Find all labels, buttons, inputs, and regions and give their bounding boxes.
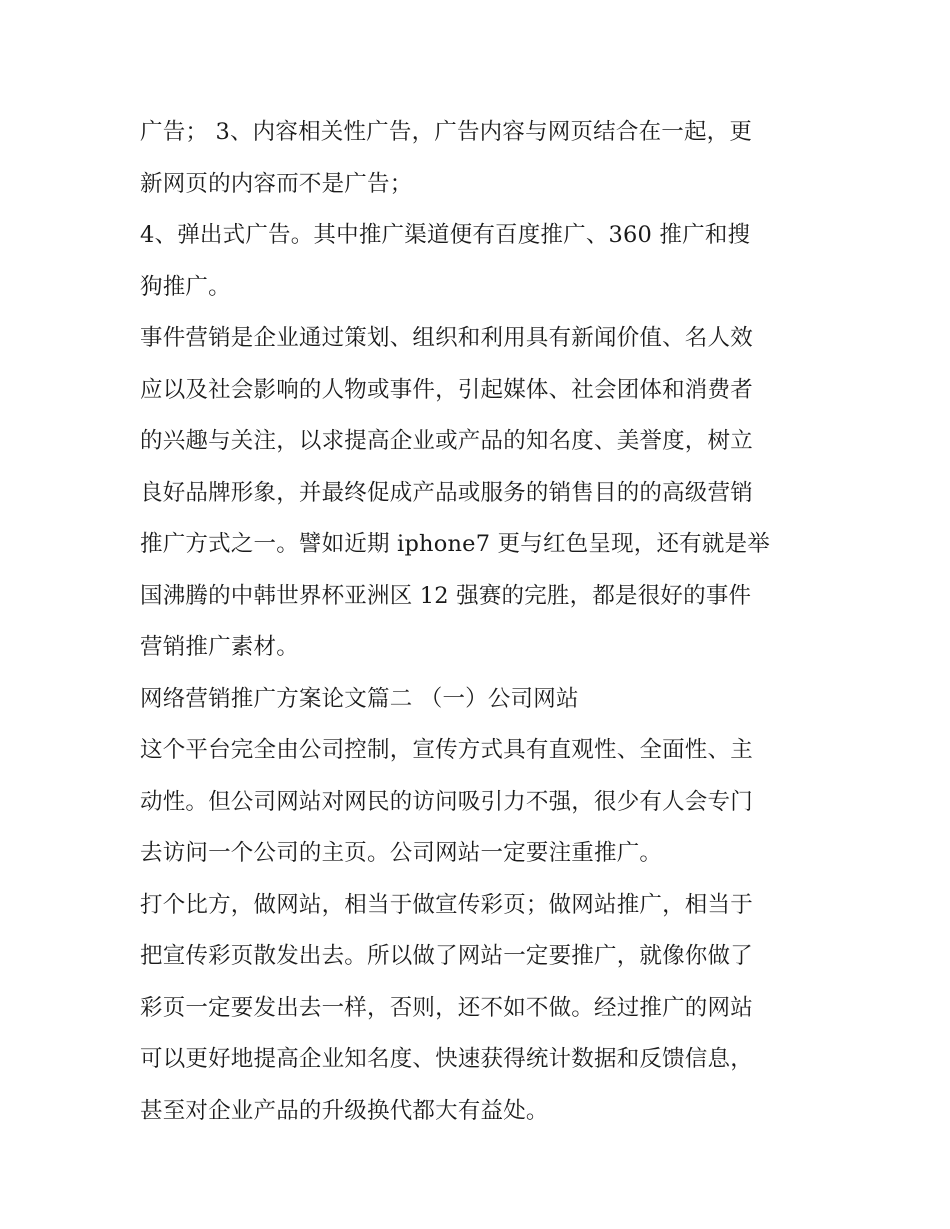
text-line: 动性。但公司网站对网民的访问吸引力不强，很少有人会专门: [140, 788, 753, 815]
text-line: 良好品牌形象，并最终促成产品或服务的销售目的的高级营销: [140, 479, 753, 506]
document-body: [140, 107, 820, 1137]
text-line: 推广方式之一。譬如近期 iphone7 更与红色呈现，还有就是举: [140, 531, 770, 557]
text-line: 甚至对企业产品的升级换代都大有益处。: [140, 1097, 549, 1124]
text-line: 国沸腾的中韩世界杯亚洲区 12 强赛的完胜，都是很好的事件: [140, 582, 752, 609]
section-heading: 网络营销推广方案论文篇二 （一）公司网站: [140, 685, 579, 712]
text-line: 4、弹出式广告。其中推广渠道便有百度推广、360 推广和搜: [140, 222, 751, 248]
text-line: 的兴趣与关注，以求提高企业或产品的知名度、美誉度，树立: [140, 428, 753, 454]
text-line: 打个比方，做网站，相当于做宣传彩页；做网站推广，相当于: [140, 891, 753, 918]
text-line: 彩页一定要发出去一样，否则，还不如不做。经过推广的网站: [140, 994, 753, 1021]
text-line: 事件营销是企业通过策划、组织和利用具有新闻价值、名人效: [140, 325, 753, 351]
text-line: 这个平台完全由公司控制，宣传方式具有直观性、全面性、主: [140, 737, 753, 763]
text-line: 狗推广。: [140, 273, 231, 300]
text-line: 把宣传彩页散发出去。所以做了网站一定要推广，就像你做了: [140, 943, 753, 969]
text-line: 营销推广素材。: [140, 634, 299, 660]
text-line: 新网页的内容而不是广告；: [140, 170, 413, 197]
text-line: 去访问一个公司的主页。公司网站一定要注重推广。: [140, 840, 663, 866]
text-line: 广告； 3、内容相关性广告，广告内容与网页结合在一起，更: [140, 119, 753, 145]
text-line: 应以及社会影响的人物或事件，引起媒体、社会团体和消费者: [140, 376, 753, 403]
text-line: 可以更好地提高企业知名度、快速获得统计数据和反馈信息，: [140, 1046, 753, 1072]
